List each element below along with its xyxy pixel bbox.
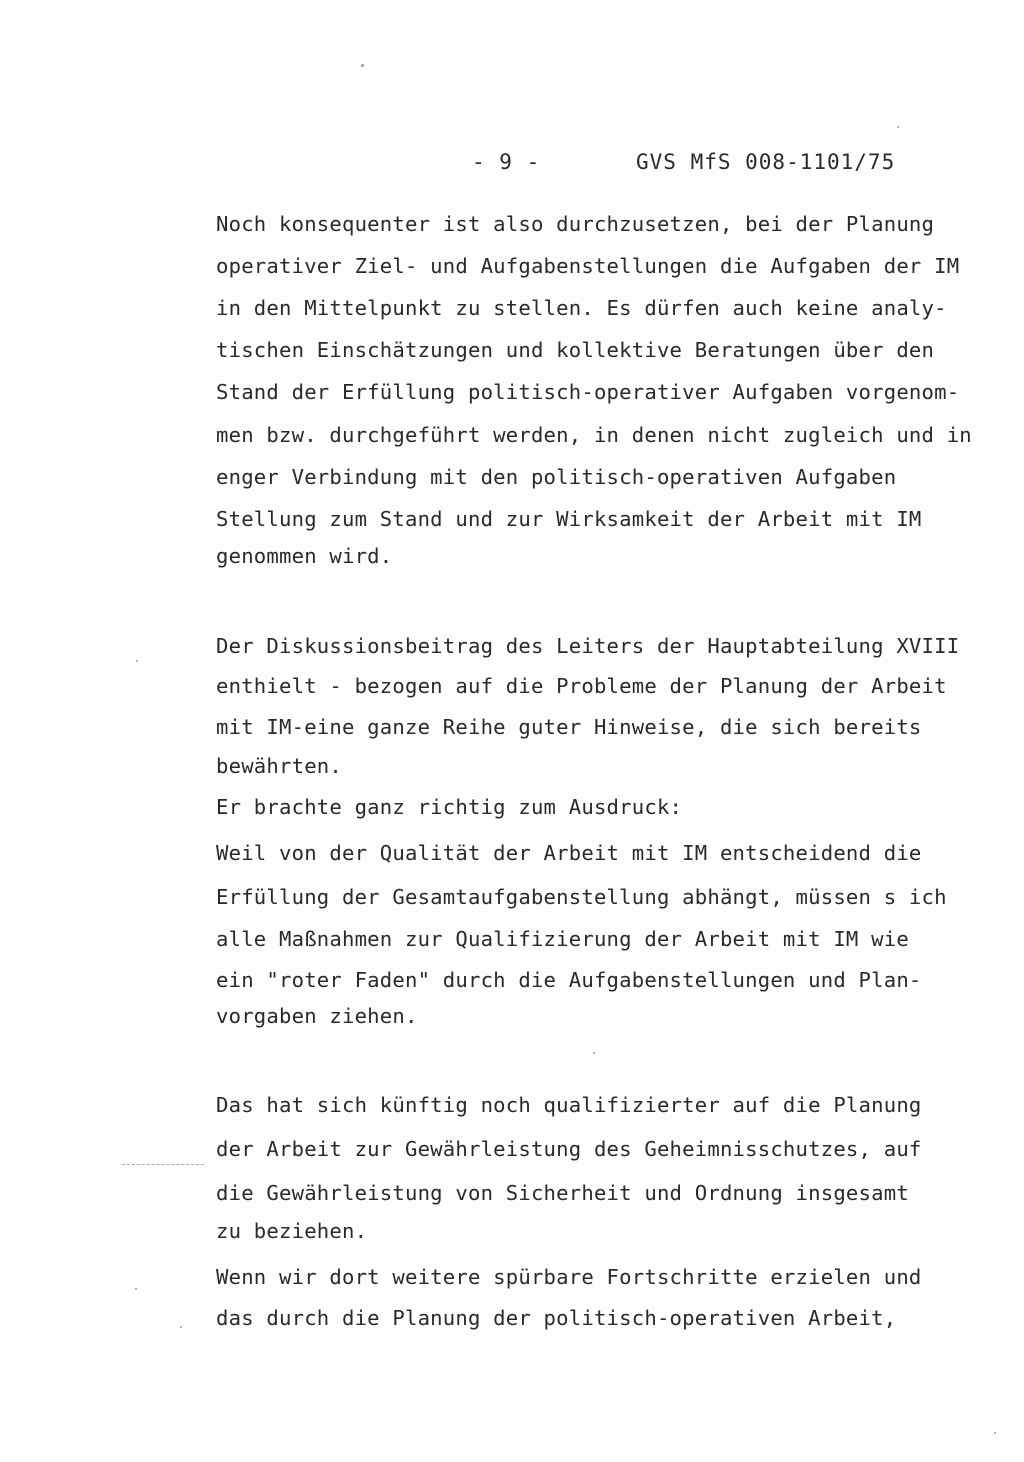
scan-speck	[135, 1288, 137, 1290]
scan-speck	[361, 64, 364, 67]
text-line: Erfüllung der Gesamtaufgabenstellung abhängt, müssen s ich	[216, 885, 947, 909]
scan-speck	[180, 1326, 182, 1328]
text-line: Wenn wir dort weitere spürbare Fortschritte erzielen und	[216, 1265, 922, 1289]
text-line: men bzw. durchgeführt werden, in denen nicht zugleich und in	[216, 423, 972, 447]
text-line: ein "roter Faden" durch die Aufgabenstellungen und Plan-	[216, 968, 922, 992]
text-line: Weil von der Qualität der Arbeit mit IM entscheidend die	[216, 841, 922, 865]
text-line: mit IM-eine ganze Reihe guter Hinweise, die sich bereits	[216, 715, 922, 739]
scan-speck	[994, 1432, 996, 1434]
text-line: enger Verbindung mit den politisch-operativen Aufgaben	[216, 465, 897, 489]
text-line: Stand der Erfüllung politisch-operativer Aufgaben vorgenom-	[216, 380, 960, 404]
text-line: der Arbeit zur Gewährleistung des Geheimnisschutzes, auf	[216, 1137, 922, 1161]
text-line: bewährten.	[216, 754, 342, 778]
scan-speck	[136, 660, 138, 662]
text-line: Noch konsequenter ist also durchzusetzen, bei der Planung	[216, 212, 935, 236]
text-line: vorgaben ziehen.	[216, 1004, 418, 1028]
margin-dash-mark	[122, 1164, 204, 1165]
text-line: das durch die Planung der politisch-operativen Arbeit,	[216, 1306, 897, 1330]
text-line: alle Maßnahmen zur Qualifizierung der Arbeit mit IM wie	[216, 927, 909, 951]
text-line: operativer Ziel- und Aufgabenstellungen die Aufgaben der IM	[216, 254, 960, 278]
text-line: zu beziehen.	[216, 1219, 368, 1243]
text-line: genommen wird.	[216, 544, 393, 568]
document-reference: GVS MfS 008-1101/75	[636, 150, 896, 174]
text-line: Der Diskussionsbeitrag des Leiters der Hauptabteilung XVIII	[216, 634, 960, 658]
text-line: Das hat sich künftig noch qualifizierter auf die Planung	[216, 1093, 922, 1117]
text-line: Er brachte ganz richtig zum Ausdruck:	[216, 795, 683, 819]
scan-speck	[593, 1052, 595, 1054]
text-line: in den Mittelpunkt zu stellen. Es dürfen auch keine analy-	[216, 296, 947, 320]
page-number: - 9 -	[472, 150, 541, 174]
text-line: Stellung zum Stand und zur Wirksamkeit der Arbeit mit IM	[216, 507, 922, 531]
text-line: enthielt - bezogen auf die Probleme der Planung der Arbeit	[216, 674, 947, 698]
scan-speck	[897, 126, 899, 128]
page-header	[0, 150, 1024, 190]
text-line: tischen Einschätzungen und kollektive Beratungen über den	[216, 338, 935, 362]
text-line: die Gewährleistung von Sicherheit und Ordnung insgesamt	[216, 1181, 909, 1205]
